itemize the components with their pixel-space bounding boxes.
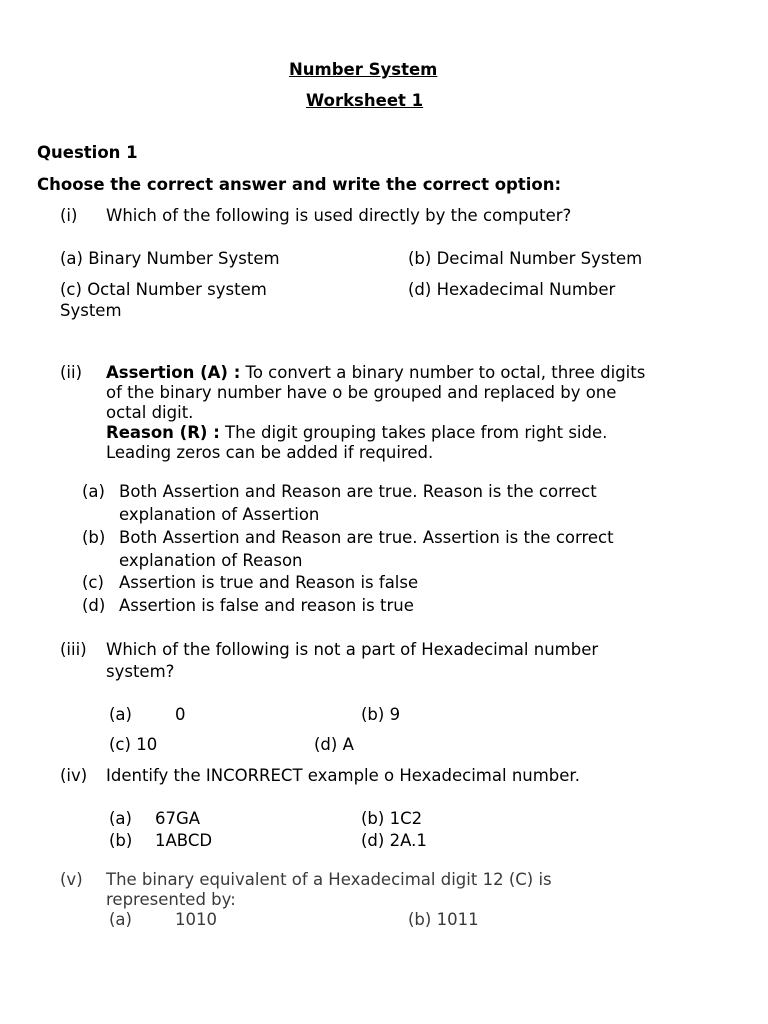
q4-text: Identify the INCORRECT example o Hexadecimal number. [106,766,580,785]
q1-option-c: (c) Octal Number system [60,280,267,299]
q4-number: (iv) [60,766,88,785]
q5-option-a-label: (a) [109,910,132,929]
reason-label: Reason (R) : [106,423,220,442]
q5-line1: The binary equivalent of a Hexadecimal digit 12 (C) is [106,870,552,889]
q1-option-d-wrap: System [60,301,122,320]
reason-text: The digit grouping takes place from right side. [219,423,608,442]
q2-assertion-line1 [106,363,645,383]
q4-option-a-value: 67GA [155,809,201,828]
q1-number: (i) [60,206,78,225]
q3-option-d: (d) A [314,735,354,754]
q5-line2: represented by: [106,890,236,909]
q1-text: Which of the following is used directly by the computer? [106,206,572,225]
q2-option-b-label: (b) [82,528,106,547]
assertion-label: Assertion (A) : [106,363,241,382]
q2-assertion-line2: of the binary number have o be grouped and replaced by one [106,383,617,402]
q2-reason-line2: Leading zeros can be added if required. [106,443,434,462]
q2-option-a-label: (a) [82,482,105,501]
q3-option-a-label: (a) [109,705,132,724]
q2-option-b-line1: Both Assertion and Reason are true. Assertion is the correct [119,528,614,547]
q3-line2: system? [106,662,175,681]
q1-option-b: (b) Decimal Number System [408,249,643,268]
q2-option-b-line2: explanation of Reason [119,551,303,570]
q2-option-c-label: (c) [82,573,104,592]
q1-option-d: (d) Hexadecimal Number [408,280,616,299]
q3-line1: Which of the following is not a part of Hexadecimal number [106,640,599,659]
q2-option-d-line1: Assertion is false and reason is true [119,596,414,615]
assertion-text: To convert a binary number to octal, three digits [240,363,646,382]
q5-option-a-value: 1010 [175,910,217,929]
q2-option-a-line2: explanation of Assertion [119,505,320,524]
q3-option-b: (b) 9 [361,705,401,724]
q2-option-a-line1: Both Assertion and Reason are true. Reason is the correct [119,482,597,501]
q5-number: (v) [60,870,83,889]
q5-option-b: (b) 1011 [408,910,479,929]
q2-option-d-label: (d) [82,596,106,615]
worksheet-subtitle: Worksheet 1 [306,91,424,110]
q2-reason-line1 [106,423,607,443]
q2-number: (ii) [60,363,83,382]
q4-option-c-label: (b) [109,831,133,850]
q3-option-c: (c) 10 [109,735,158,754]
q3-number: (iii) [60,640,87,659]
q4-option-c-value: 1ABCD [155,831,213,850]
q4-option-d: (d) 2A.1 [361,831,427,850]
q4-option-a-label: (a) [109,809,132,828]
q1-option-a: (a) Binary Number System [60,249,280,268]
question-heading: Question 1 [37,143,138,162]
question-instruction: Choose the correct answer and write the correct option: [37,175,562,194]
q2-option-c-line1: Assertion is true and Reason is false [119,573,419,592]
q3-option-a-value: 0 [175,705,186,724]
q2-assertion-line3: octal digit. [106,403,194,422]
worksheet-title: Number System [289,60,438,79]
q4-option-b: (b) 1C2 [361,809,423,828]
